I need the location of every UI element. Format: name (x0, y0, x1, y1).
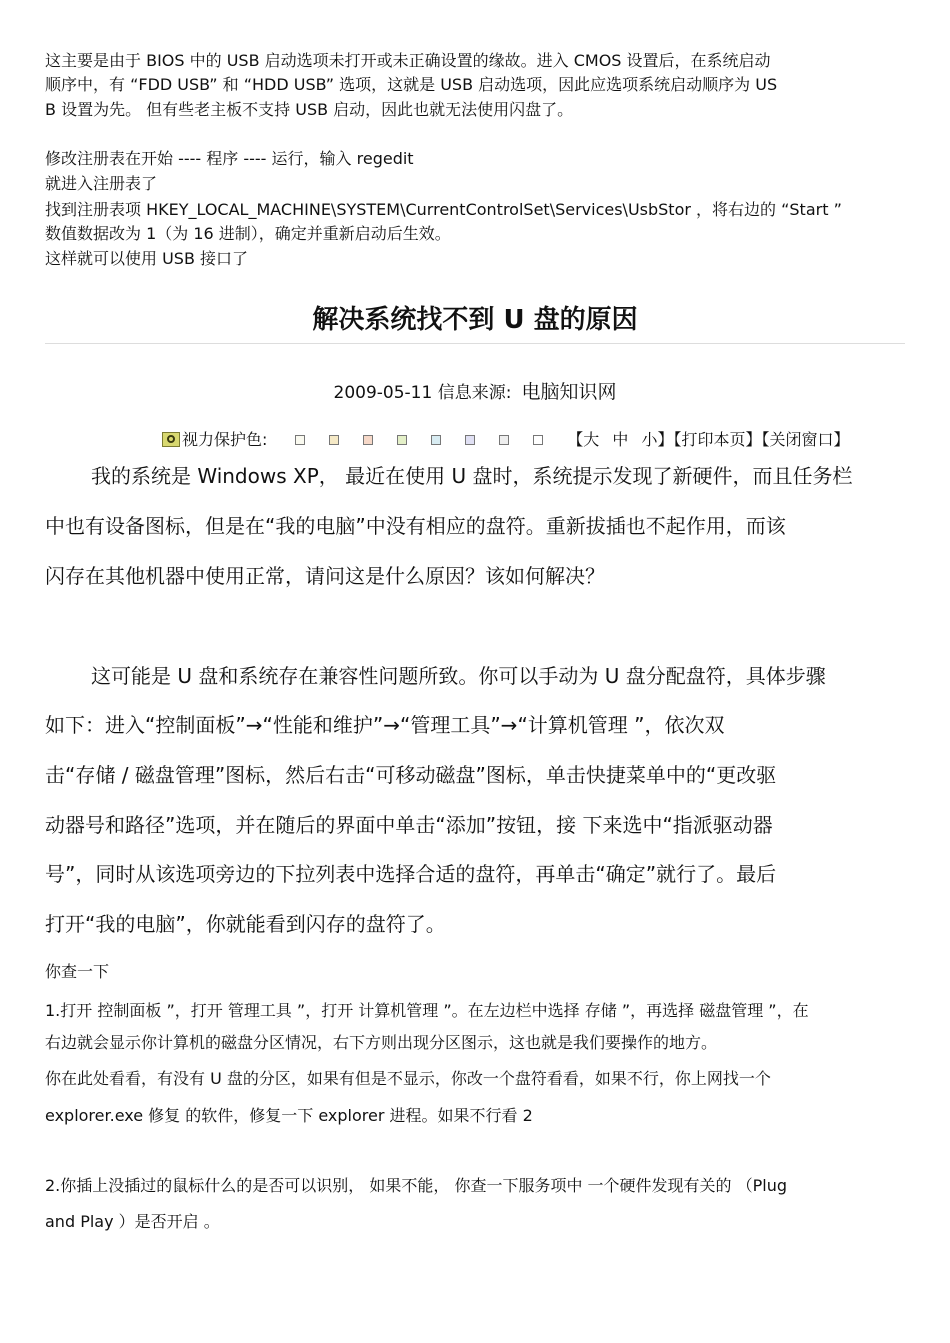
print-page-link[interactable]: 【打印本页】 (673, 430, 762, 449)
color-swatch-3[interactable] (363, 435, 373, 445)
check-item-1-line-3: 你在此处看看，有没有 U 盘的分区，如果有但是不显示，你改一个盘符看看，如果不行，你上网找一个 (45, 1069, 771, 1088)
color-swatch-2[interactable] (329, 435, 339, 445)
article-meta (0, 379, 950, 406)
check-item-2-line-2: and Play ）是否开启 。 (45, 1212, 220, 1231)
font-size-small-link[interactable]: 小】 (641, 430, 674, 449)
registry-line-2: 就进入注册表了 (45, 174, 158, 193)
intro-line-1: 这主要是由于 BIOS 中的 USB 启动选项未打开或未正确设置的缘故。进入 CMOS 设置后，在系统启动 (45, 51, 771, 70)
color-swatch-7[interactable] (499, 435, 509, 445)
close-window-link[interactable]: 【关闭窗口】 (761, 430, 850, 449)
check-item-1-line-1: 1.打开 控制面板 ”，打开 管理工具 ”，打开 计算机管理 ”。在左边栏中选择 存储 ”，再选择 磁盘管理 ”，在 (45, 1001, 809, 1020)
eye-care-icon (162, 432, 180, 447)
intro-line-2: 顺序中，有 “FDD USB” 和 “HDD USB” 选项，这就是 USB 启动选项，因此应选项系统启动顺序为 US (45, 75, 778, 94)
color-swatch-6[interactable] (465, 435, 475, 445)
check-item-1-line-4: explorer.exe 修复 的软件，修复一下 explorer 进程。如果不行看 2 (45, 1106, 533, 1125)
question-line-1: 我的系统是 Windows XP， 最近在使用 U 盘时，系统提示发现了新硬件，而且任务栏 (91, 464, 853, 488)
registry-line-4: 数值数据改为 1（为 16 进制），确定并重新启动后生效。 (45, 224, 451, 243)
font-size-medium-link[interactable]: 中 (612, 430, 629, 449)
answer-line-2: 如下：进入“控制面板”→“性能和维护”→“管理工具”→“计算机管理 ”，依次双 (45, 713, 725, 737)
answer-line-6: 打开“我的电脑”，你就能看到闪存的盘符了。 (45, 912, 446, 936)
article-date: 2009-05-11 信息来源: (333, 383, 512, 403)
eye-care-label: 视力保护色: (182, 430, 268, 449)
check-item-1-line-2: 右边就会显示你计算机的磁盘分区情况，右下方则出现分区图示，这也就是我们要操作的地方。 (45, 1033, 718, 1052)
title-divider (45, 343, 905, 344)
registry-line-5: 这样就可以使用 USB 接口了 (45, 249, 249, 268)
answer-line-4: 动器号和路径”选项，并在随后的界面中单击“添加”按钮，接 下来选中“指派驱动器 (45, 813, 773, 837)
article-source: 电脑知识网 (521, 381, 617, 403)
color-swatch-8[interactable] (533, 435, 543, 445)
color-swatch-4[interactable] (397, 435, 407, 445)
answer-line-3: 击“存储 / 磁盘管理”图标，然后右击“可移动磁盘”图标，单击快捷菜单中的“更改驱 (45, 763, 777, 787)
font-size-large-link[interactable]: 【大 (567, 430, 600, 449)
registry-line-1: 修改注册表在开始 ---- 程序 ---- 运行，输入 regedit (45, 149, 414, 168)
color-swatch-1[interactable] (295, 435, 305, 445)
question-line-3: 闪存在其他机器中使用正常，请问这是什么原因？该如何解决？ (45, 564, 605, 588)
question-line-2: 中也有设备图标，但是在“我的电脑”中没有相应的盘符。重新拔插也不起作用，而该 (45, 514, 786, 538)
reading-toolbar (162, 427, 850, 453)
color-swatches (295, 427, 563, 453)
article-title: 解决系统找不到 U 盘的原因 (312, 305, 638, 335)
answer-line-1: 这可能是 U 盘和系统存在兼容性问题所致。你可以手动为 U 盘分配盘符，具体步骤 (91, 664, 826, 688)
answer-line-5: 号”，同时从该选项旁边的下拉列表中选择合适的盘符，再单击“确定”就行了。最后 (45, 862, 777, 886)
color-swatch-5[interactable] (431, 435, 441, 445)
check-item-2-line-1: 2.你插上没插过的鼠标什么的是否可以识别， 如果不能， 你查一下服务项中 一个硬件发现有关的 （Plug (45, 1176, 788, 1195)
intro-line-3: B 设置为先。 但有些老主板不支持 USB 启动，因此也就无法使用闪盘了。 (45, 100, 574, 119)
check-heading: 你查一下 (45, 962, 110, 981)
registry-line-3: 找到注册表项 HKEY_LOCAL_MACHINE\SYSTEM\CurrentControlSet\Services\UsbStor ，将右边的 “Start ” (45, 200, 842, 219)
